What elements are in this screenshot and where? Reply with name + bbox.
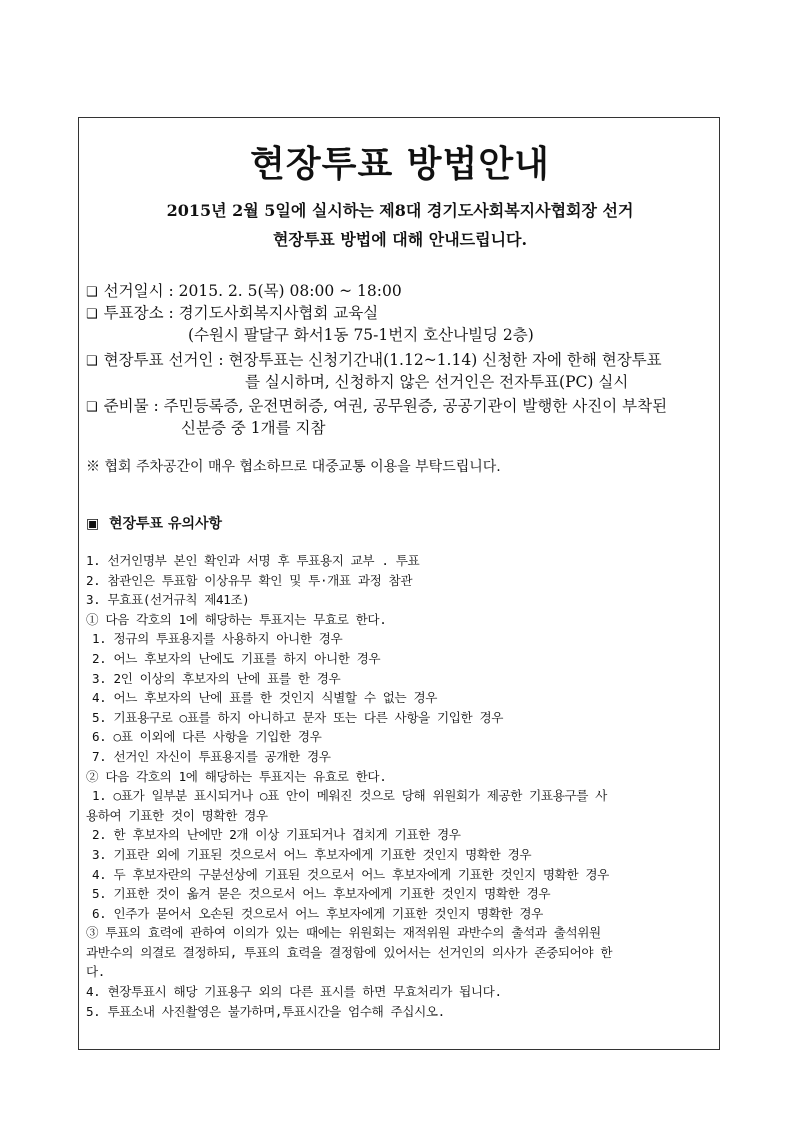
- info-voters-line-2: 를 실시하며, 신청하지 않은 선거인은 전자투표(PC) 실시: [245, 373, 629, 391]
- caution-line: 6. ○표 이외에 다른 사항을 기입한 경우: [92, 729, 322, 745]
- caution-icon: ▣: [86, 516, 100, 532]
- caution-line: 2. 한 후보자의 난에만 2개 이상 기표되거나 겹치게 기표한 경우: [92, 827, 461, 843]
- info-prep-line-2: 신분증 중 1개를 지참: [181, 419, 326, 437]
- subtitle-line-1: 2015년 2월 5일에 실시하는 제8대 경기도사회복지사협회장 선거: [166, 201, 634, 220]
- checkbox-icon: ❑: [86, 307, 98, 322]
- info-date: ❑ 선거일시 : 2015. 2. 5(목) 08:00 ~ 18:00: [86, 282, 402, 300]
- info-prep: ❑ 준비물 : 주민등록증, 운전면허증, 여권, 공무원증, 공공기관이 발행한 사진이 부착된: [86, 397, 668, 415]
- caution-line: 용하여 기표한 것이 명확한 경우: [86, 807, 268, 823]
- caution-line: ① 다음 각호의 1에 해당하는 투표지는 무효로 한다.: [86, 611, 387, 627]
- caution-list: [86, 551, 716, 1021]
- caution-line: 다.: [86, 964, 105, 980]
- caution-line: 2. 어느 후보자의 난에도 기표를 하지 아니한 경우: [92, 650, 381, 666]
- subtitle-line-2: 현장투표 방법에 대해 안내드립니다.: [272, 230, 528, 249]
- caution-line: 6. 인주가 묻어서 오손된 것으로서 어느 후보자에게 기표한 것인지 명확한 경우: [92, 905, 543, 921]
- caution-line: 과반수의 의결로 결정하되, 투표의 효력을 결정함에 있어서는 선거인의 의사가 존중되어야 한: [86, 944, 613, 960]
- caution-line: 3. 2인 이상의 후보자의 난에 표를 한 경우: [92, 670, 341, 686]
- checkbox-icon: ❑: [86, 400, 98, 415]
- parking-note: ※ 협회 주차공간이 매우 협소하므로 대중교통 이용을 부탁드립니다.: [86, 459, 501, 475]
- caution-line: 4. 어느 후보자의 난에 표를 한 것인지 식별할 수 없는 경우: [92, 690, 438, 706]
- caution-line: 1. 정규의 투표용지를 사용하지 아니한 경우: [92, 631, 343, 647]
- caution-line: 5. 기표한 것이 옮겨 묻은 것으로서 어느 후보자에게 기표한 것인지 명확한 경우: [92, 886, 551, 902]
- caution-line: 1. 선거인명부 본인 확인과 서명 후 투표용지 교부 . 투표: [86, 553, 420, 568]
- caution-line: ③ 투표의 효력에 관하여 이의가 있는 때에는 위원회는 재적위원 과반수의 출석과 출석위원: [86, 925, 601, 941]
- info-voters: ❑ 현장투표 선거인 : 현장투표는 신청기간내(1.12~1.14) 신청한 자에 한해 현장투표: [86, 351, 662, 369]
- caution-line: 4. 두 후보자란의 구분선상에 기표된 것으로서 어느 후보자에게 기표한 것인지 명확한 경우: [92, 866, 609, 882]
- info-place: ❑ 투표장소 : 경기도사회복지사협회 교육실: [86, 304, 379, 322]
- caution-heading: ▣ 현장투표 유의사항: [86, 516, 223, 532]
- caution-line: 3. 기표란 외에 기표된 것으로서 어느 후보자에게 기표한 것인지 명확한 경우: [92, 846, 532, 862]
- page-title: 현장투표 방법안내: [250, 144, 550, 185]
- caution-line: 3. 무효표(선거규칙 제41조): [86, 592, 250, 608]
- caution-line: 1. ○표가 일부분 표시되거나 ○표 안이 메워진 것으로 당해 위원회가 제공한 기표용구를 사: [92, 788, 607, 804]
- caution-line: 5. 기표용구로 ○표를 하지 아니하고 문자 또는 다른 사항을 기입한 경우: [92, 709, 504, 725]
- caution-line: 7. 선거인 자신이 투표용지를 공개한 경우: [92, 748, 331, 764]
- caution-line: 5. 투표소내 사진촬영은 불가하며,투표시간을 엄수해 주십시오.: [86, 1003, 445, 1019]
- checkbox-icon: ❑: [86, 354, 98, 369]
- checkbox-icon: ❑: [86, 285, 98, 300]
- caution-line: ② 다음 각호의 1에 해당하는 투표지는 유효로 한다.: [86, 768, 387, 784]
- info-place-detail: (수원시 팔달구 화서1동 75-1번지 호산나빌딩 2층): [188, 326, 534, 344]
- caution-line: 4. 현장투표시 해당 기표용구 외의 다른 표시를 하면 무효처리가 됩니다.: [86, 984, 502, 1000]
- caution-line: 2. 참관인은 투표함 이상유무 확인 및 투·개표 과정 참관: [86, 572, 413, 588]
